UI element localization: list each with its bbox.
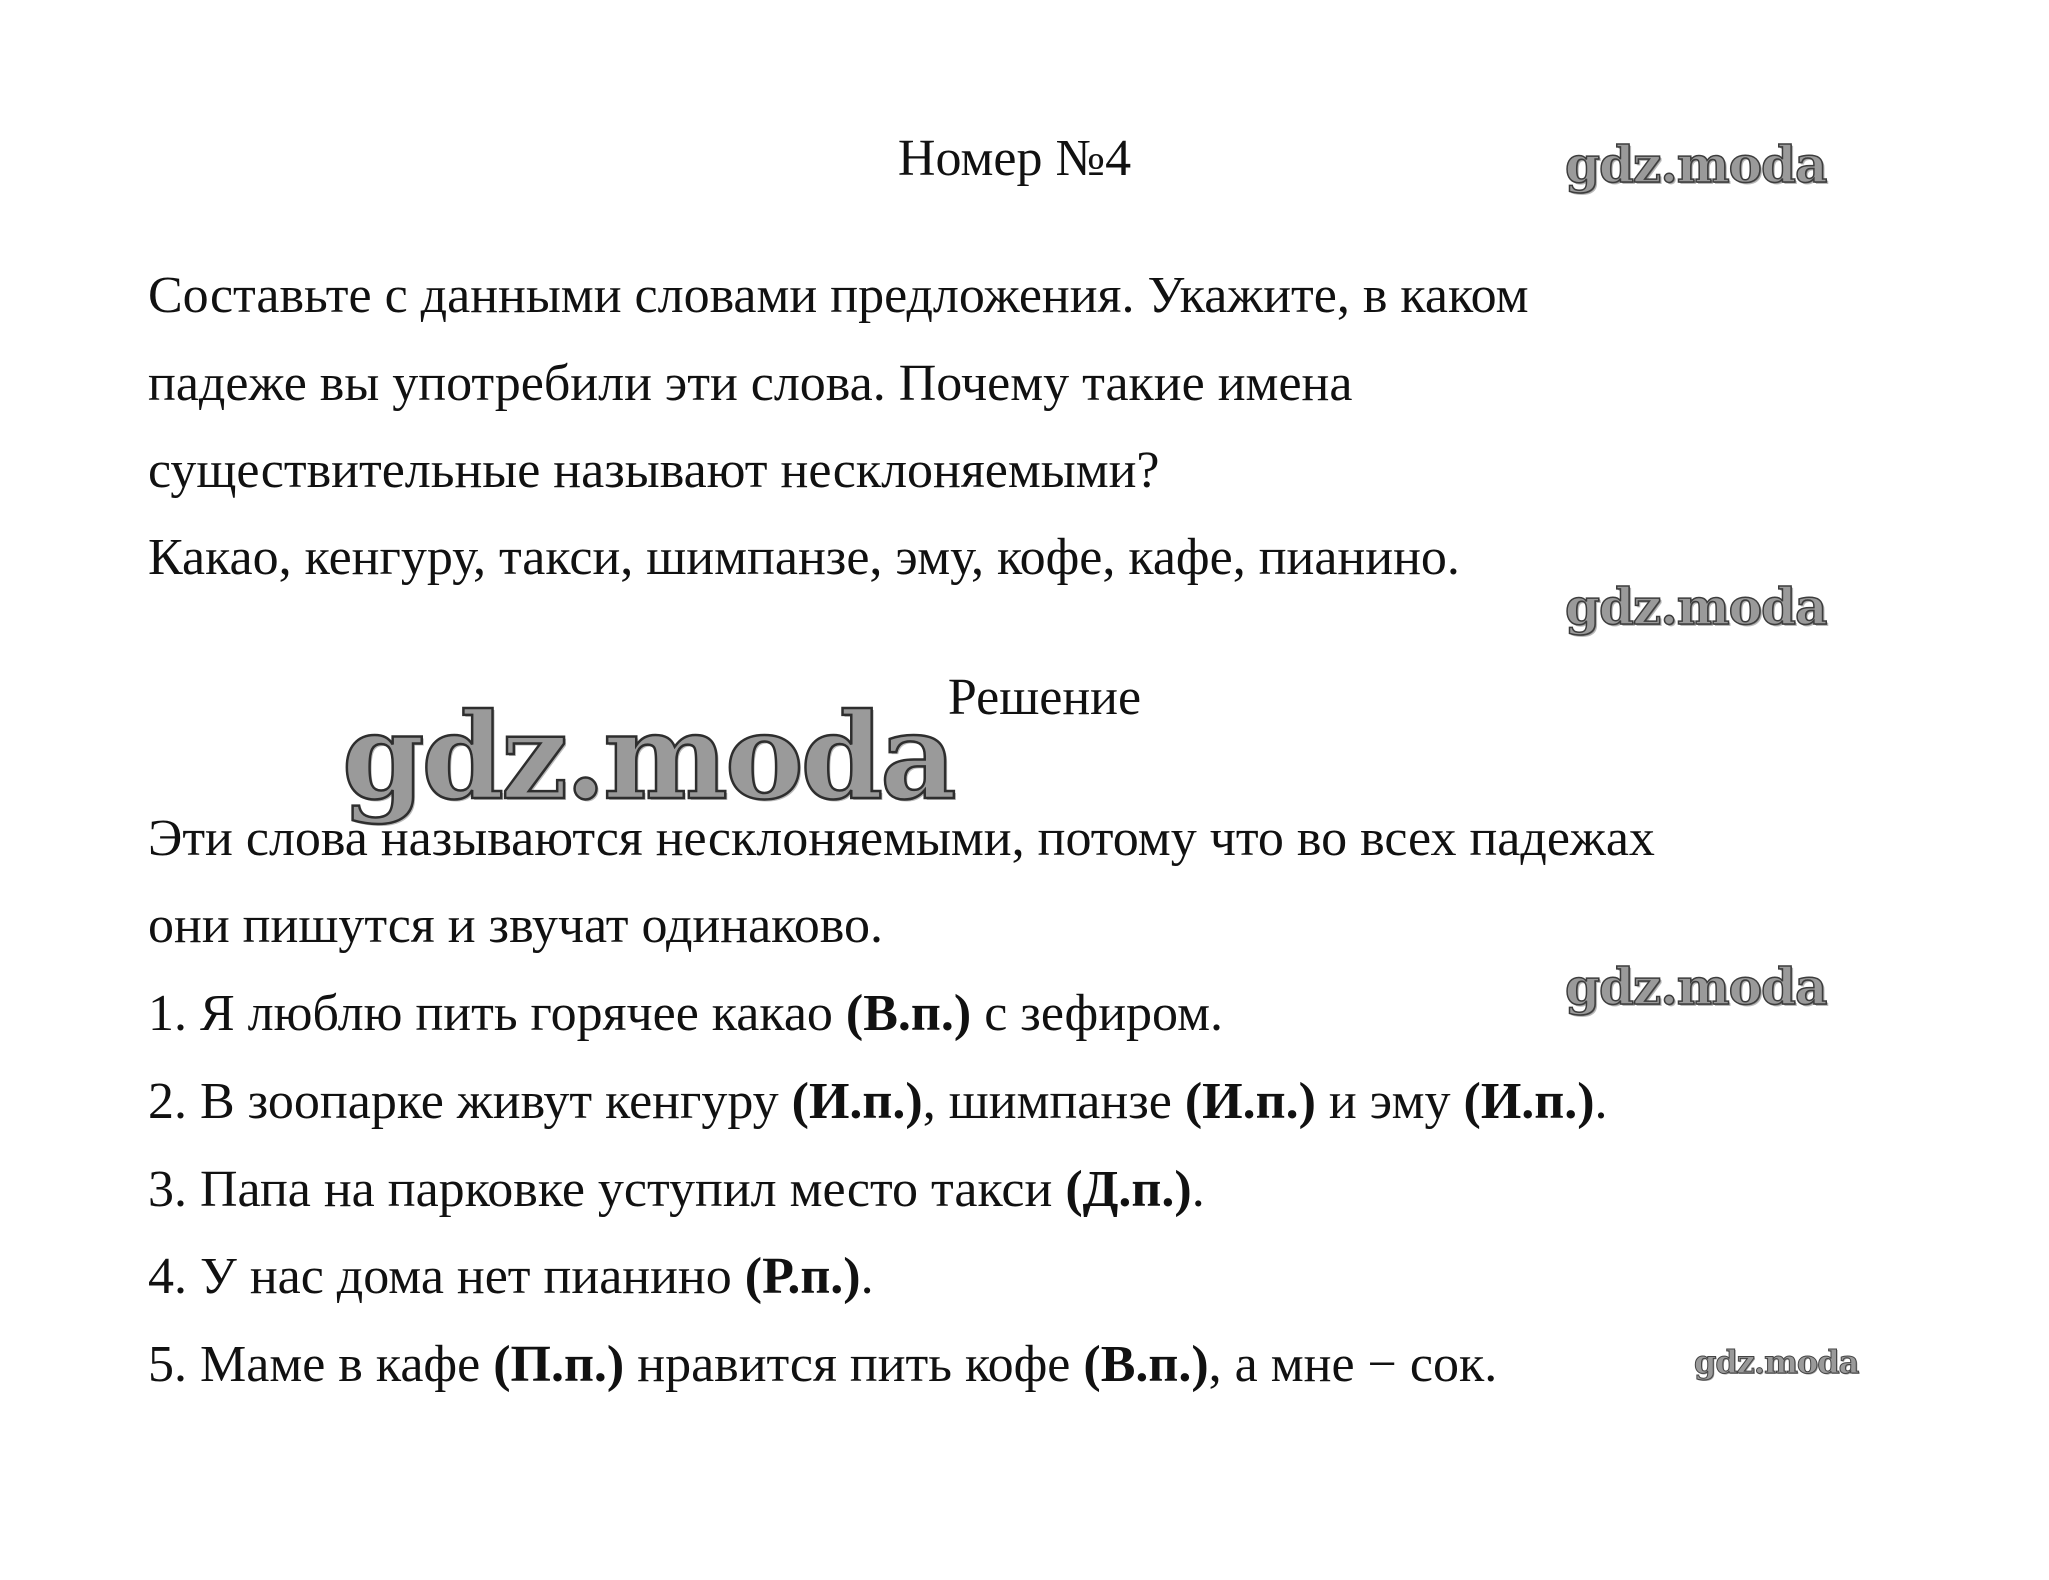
watermark-logo: gdz.moda: [1565, 957, 1827, 1016]
sentence-5-text: 5. Маме в кафе: [148, 1336, 494, 1393]
task-line-1: Составьте с данными словами предложения. Укажите, в каком: [148, 267, 1529, 324]
sentence-2-text-mid2: и эму: [1315, 1073, 1464, 1130]
task-word-list: Какао, кенгуру, такси, шимпанзе, эму, кофе, кафе, пианино.: [148, 529, 1460, 586]
watermark-logo-small: gdz.moda: [1694, 1343, 1859, 1381]
case-label: (Д.п.): [1065, 1161, 1192, 1218]
sentence-2: [148, 1073, 1608, 1130]
sentence-1-text: 1. Я люблю пить горячее какао: [148, 985, 846, 1042]
case-label: (Р.п.): [744, 1248, 861, 1305]
case-label: (В.п.): [1083, 1336, 1209, 1393]
sentence-1-text-end: с зефиром.: [971, 985, 1223, 1042]
case-label: (В.п.): [845, 985, 972, 1042]
sentence-2-text-mid: , шимпанзе: [922, 1073, 1185, 1130]
case-label: (И.п.): [1463, 1073, 1595, 1130]
sentence-4-text: 4. У нас дома нет пианино: [148, 1248, 745, 1305]
solution-title: Решение: [947, 669, 1142, 726]
task-line-2: падеже вы употребили эти слова. Почему такие имена: [148, 355, 1353, 412]
sentence-3: [148, 1161, 1205, 1218]
sentence-2-text: 2. В зоопарке живут кенгуру: [148, 1073, 792, 1130]
sentence-4: [148, 1248, 874, 1305]
sentence-5: [148, 1336, 1498, 1393]
case-label: (И.п.): [1184, 1073, 1316, 1130]
watermark-logo: gdz.moda: [1565, 577, 1827, 636]
sentence-2-text-end: .: [1594, 1073, 1608, 1130]
sentence-1: [148, 985, 1223, 1042]
sentence-5-text-mid: нравится пить кофе: [624, 1336, 1084, 1393]
watermark-logo-large: gdz.moda: [342, 687, 954, 826]
case-label: (П.п.): [493, 1336, 625, 1393]
task-line-3: существительные называют несклоняемыми?: [148, 442, 1160, 499]
solution-intro-line-2: они пишутся и звучат одинаково.: [148, 897, 883, 954]
sentence-4-text-end: .: [860, 1248, 874, 1305]
sentence-3-text-end: .: [1191, 1161, 1205, 1218]
watermark-logo: gdz.moda: [1565, 135, 1827, 194]
solution-intro-line-1: Эти слова называются несклоняемыми, потому что во всех падежах: [148, 810, 1655, 867]
sentence-3-text: 3. Папа на парковке уступил место такси: [148, 1161, 1066, 1218]
sentence-5-text-end: , а мне − сок.: [1208, 1336, 1498, 1393]
case-label: (И.п.): [791, 1073, 923, 1130]
page-title: Номер №4: [897, 130, 1132, 187]
